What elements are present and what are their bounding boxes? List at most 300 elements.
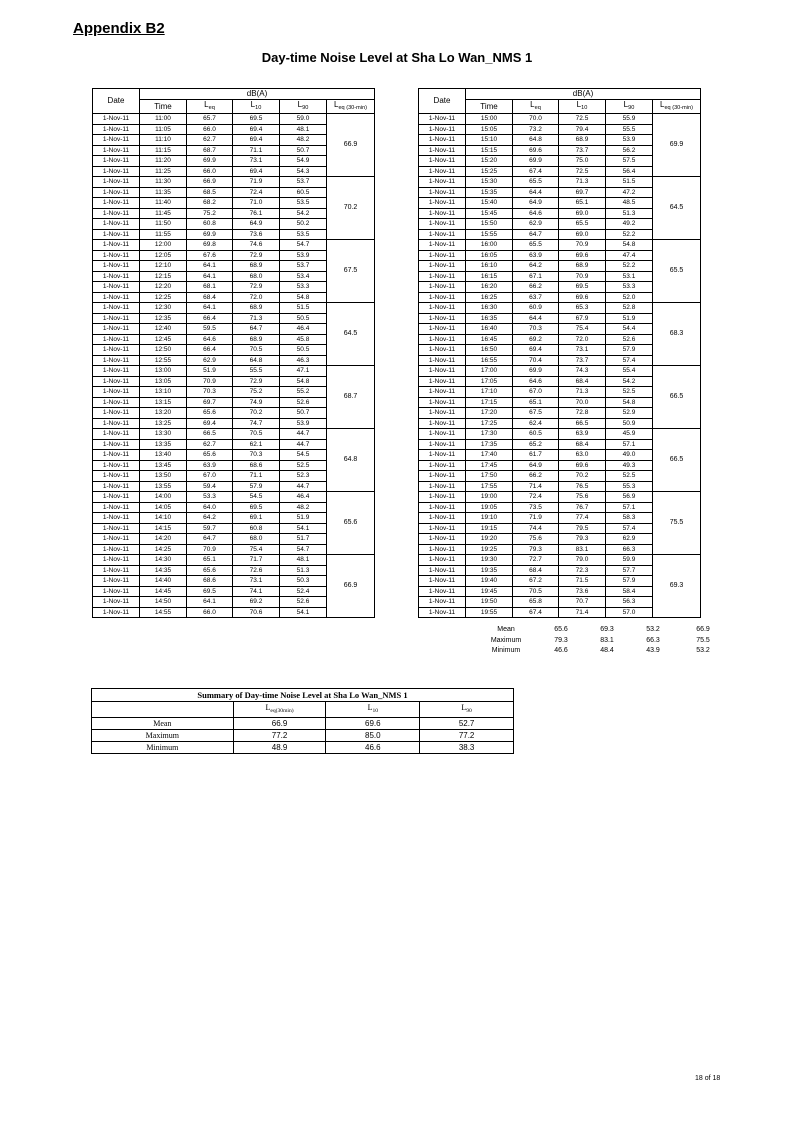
leq-cell: 69.6 <box>513 145 559 156</box>
date-cell: 1-Nov-11 <box>419 565 466 576</box>
l90-cell: 53.7 <box>280 261 327 272</box>
l90-cell: 52.4 <box>280 586 327 597</box>
l90-cell: 48.1 <box>280 555 327 566</box>
l90-cell: 55.2 <box>280 387 327 398</box>
l90-cell: 53.3 <box>606 282 653 293</box>
l10-cell: 72.3 <box>559 565 606 576</box>
time-cell: 12:50 <box>140 345 187 356</box>
time-cell: 13:45 <box>140 460 187 471</box>
l10-cell: 69.2 <box>233 597 280 608</box>
leq-cell: 64.2 <box>513 261 559 272</box>
time-cell: 11:15 <box>140 145 187 156</box>
leq-cell: 71.9 <box>513 513 559 524</box>
time-cell: 17:50 <box>466 471 513 482</box>
l10-cell: 74.6 <box>233 240 280 251</box>
leq-cell: 65.1 <box>187 555 233 566</box>
time-cell: 15:55 <box>466 229 513 240</box>
l90-cell: 52.6 <box>280 397 327 408</box>
date-cell: 1-Nov-11 <box>419 597 466 608</box>
date-cell: 1-Nov-11 <box>419 250 466 261</box>
leq-cell: 51.9 <box>187 366 233 377</box>
time-cell: 17:00 <box>466 366 513 377</box>
l90-cell: 53.9 <box>280 250 327 261</box>
date-cell: 1-Nov-11 <box>93 166 140 177</box>
l90-cell: 53.7 <box>280 177 327 188</box>
l90-cell: 54.2 <box>606 376 653 387</box>
leq-cell: 62.7 <box>187 135 233 146</box>
leq30-average-cell: 66.9 <box>327 114 375 177</box>
leq-cell: 64.1 <box>187 261 233 272</box>
leq-cell: 74.4 <box>513 523 559 534</box>
summary-row-mean: Mean 66.9 69.6 52.7 <box>92 718 514 730</box>
l10-cell: 73.6 <box>559 586 606 597</box>
leq-cell: 75.2 <box>187 208 233 219</box>
l90-cell: 54.8 <box>280 292 327 303</box>
date-cell: 1-Nov-11 <box>419 292 466 303</box>
l90-cell: 54.7 <box>280 544 327 555</box>
l90-cell: 52.8 <box>606 303 653 314</box>
summary-title: Summary of Day-time Noise Level at Sha Lo Wan_NMS 1 <box>92 689 514 702</box>
l90-cell: 53.9 <box>280 418 327 429</box>
l90-cell: 57.7 <box>606 565 653 576</box>
noise-table-right <box>418 88 701 618</box>
time-cell: 19:45 <box>466 586 513 597</box>
l90-cell: 57.0 <box>606 607 653 618</box>
time-cell: 11:00 <box>140 114 187 125</box>
l90-cell: 48.1 <box>280 124 327 135</box>
date-cell: 1-Nov-11 <box>419 418 466 429</box>
leq-cell: 66.0 <box>187 166 233 177</box>
l90-cell: 54.1 <box>280 607 327 618</box>
l90-cell: 52.3 <box>280 471 327 482</box>
leq-cell: 66.0 <box>187 124 233 135</box>
time-cell: 13:30 <box>140 429 187 440</box>
leq-cell: 73.2 <box>513 124 559 135</box>
time-cell: 16:15 <box>466 271 513 282</box>
date-cell: 1-Nov-11 <box>93 544 140 555</box>
stats-row-minimum: Minimum 46.6 48.4 43.9 53.2 <box>491 647 710 654</box>
leq-cell: 59.4 <box>187 481 233 492</box>
l90-cell: 54.7 <box>280 240 327 251</box>
l90-cell: 48.5 <box>606 198 653 209</box>
l10-cell: 69.5 <box>559 282 606 293</box>
time-cell: 19:05 <box>466 502 513 513</box>
leq-cell: 69.9 <box>513 156 559 167</box>
time-cell: 13:15 <box>140 397 187 408</box>
date-cell: 1-Nov-11 <box>419 450 466 461</box>
leq-cell: 64.1 <box>187 271 233 282</box>
date-cell: 1-Nov-11 <box>419 366 466 377</box>
date-cell: 1-Nov-11 <box>93 345 140 356</box>
l90-cell: 52.5 <box>280 460 327 471</box>
time-cell: 16:30 <box>466 303 513 314</box>
time-cell: 16:55 <box>466 355 513 366</box>
l10-cell: 75.2 <box>233 387 280 398</box>
leq-cell: 64.6 <box>187 334 233 345</box>
time-cell: 16:40 <box>466 324 513 335</box>
leq-cell: 69.4 <box>187 418 233 429</box>
l90-cell: 59.9 <box>606 555 653 566</box>
l90-cell: 53.3 <box>280 282 327 293</box>
l90-cell: 50.2 <box>280 219 327 230</box>
l10-cell: 71.3 <box>233 313 280 324</box>
time-cell: 13:25 <box>140 418 187 429</box>
leq-cell: 64.9 <box>513 460 559 471</box>
date-cell: 1-Nov-11 <box>93 450 140 461</box>
l10-cell: 74.9 <box>233 397 280 408</box>
l10-cell: 72.6 <box>233 565 280 576</box>
l10-cell: 73.1 <box>233 156 280 167</box>
leq30-average-cell: 65.6 <box>327 492 375 555</box>
date-cell: 1-Nov-11 <box>419 324 466 335</box>
time-cell: 17:55 <box>466 481 513 492</box>
l90-cell: 54.3 <box>280 166 327 177</box>
date-cell: 1-Nov-11 <box>93 187 140 198</box>
date-cell: 1-Nov-11 <box>93 439 140 450</box>
leq-cell: 66.2 <box>513 282 559 293</box>
time-cell: 15:40 <box>466 198 513 209</box>
date-cell: 1-Nov-11 <box>93 376 140 387</box>
leq30-average-cell: 66.9 <box>327 555 375 618</box>
l10-cell: 68.9 <box>559 261 606 272</box>
l90-cell: 53.5 <box>280 229 327 240</box>
header-l10: $L_{10}$ <box>233 100 280 114</box>
summary-row-minimum: Minimum 48.9 46.6 38.3 <box>92 742 514 754</box>
l90-cell: 51.7 <box>280 534 327 545</box>
l90-cell: 54.2 <box>280 208 327 219</box>
date-cell: 1-Nov-11 <box>93 198 140 209</box>
l90-cell: 50.5 <box>280 313 327 324</box>
l10-cell: 67.9 <box>559 313 606 324</box>
l10-cell: 72.8 <box>559 408 606 419</box>
l90-cell: 46.3 <box>280 355 327 366</box>
leq-cell: 69.9 <box>187 229 233 240</box>
date-cell: 1-Nov-11 <box>93 492 140 503</box>
l90-cell: 56.3 <box>606 597 653 608</box>
time-cell: 11:55 <box>140 229 187 240</box>
l90-cell: 57.1 <box>606 439 653 450</box>
l10-cell: 71.9 <box>233 177 280 188</box>
l10-cell: 77.4 <box>559 513 606 524</box>
l10-cell: 69.0 <box>559 229 606 240</box>
date-cell: 1-Nov-11 <box>419 523 466 534</box>
leq-cell: 66.5 <box>187 429 233 440</box>
date-cell: 1-Nov-11 <box>93 271 140 282</box>
time-cell: 11:50 <box>140 219 187 230</box>
time-cell: 13:35 <box>140 439 187 450</box>
l10-cell: 79.3 <box>559 534 606 545</box>
header-leq30: $L_{eq (30-min)}$ <box>653 100 701 114</box>
time-cell: 12:20 <box>140 282 187 293</box>
date-cell: 1-Nov-11 <box>419 513 466 524</box>
l90-cell: 51.5 <box>280 303 327 314</box>
leq30-average-cell: 64.5 <box>653 177 701 240</box>
l90-cell: 53.5 <box>280 198 327 209</box>
l90-cell: 45.8 <box>280 334 327 345</box>
table-row <box>419 429 701 440</box>
date-cell: 1-Nov-11 <box>419 534 466 545</box>
date-cell: 1-Nov-11 <box>93 124 140 135</box>
l10-cell: 57.9 <box>233 481 280 492</box>
date-cell: 1-Nov-11 <box>419 135 466 146</box>
time-cell: 14:00 <box>140 492 187 503</box>
l90-cell: 57.4 <box>606 355 653 366</box>
time-cell: 15:35 <box>466 187 513 198</box>
l10-cell: 68.4 <box>559 376 606 387</box>
l90-cell: 52.9 <box>606 408 653 419</box>
leq-cell: 66.2 <box>513 471 559 482</box>
l10-cell: 72.5 <box>559 166 606 177</box>
l10-cell: 72.0 <box>559 334 606 345</box>
date-cell: 1-Nov-11 <box>419 555 466 566</box>
table-row <box>419 366 701 377</box>
time-cell: 16:45 <box>466 334 513 345</box>
time-cell: 15:15 <box>466 145 513 156</box>
date-cell: 1-Nov-11 <box>93 460 140 471</box>
summary-table <box>91 688 514 754</box>
time-cell: 14:15 <box>140 523 187 534</box>
date-cell: 1-Nov-11 <box>419 586 466 597</box>
date-cell: 1-Nov-11 <box>93 565 140 576</box>
date-cell: 1-Nov-11 <box>419 145 466 156</box>
header-leq: $L_{eq}$ <box>187 100 233 114</box>
leq-cell: 70.3 <box>187 387 233 398</box>
l90-cell: 66.3 <box>606 544 653 555</box>
time-cell: 19:15 <box>466 523 513 534</box>
time-cell: 15:30 <box>466 177 513 188</box>
time-cell: 12:30 <box>140 303 187 314</box>
l10-cell: 71.4 <box>559 607 606 618</box>
table-row <box>419 114 701 125</box>
table-row <box>93 492 375 503</box>
l10-cell: 76.1 <box>233 208 280 219</box>
leq-cell: 68.1 <box>187 282 233 293</box>
date-cell: 1-Nov-11 <box>419 397 466 408</box>
leq-cell: 64.4 <box>513 313 559 324</box>
date-cell: 1-Nov-11 <box>419 439 466 450</box>
l10-cell: 71.7 <box>233 555 280 566</box>
leq-cell: 59.7 <box>187 523 233 534</box>
time-cell: 12:45 <box>140 334 187 345</box>
date-cell: 1-Nov-11 <box>93 145 140 156</box>
leq-cell: 67.6 <box>187 250 233 261</box>
time-cell: 17:20 <box>466 408 513 419</box>
l90-cell: 50.5 <box>280 345 327 356</box>
l90-cell: 46.4 <box>280 492 327 503</box>
date-cell: 1-Nov-11 <box>419 303 466 314</box>
table-row <box>93 114 375 125</box>
time-cell: 11:25 <box>140 166 187 177</box>
l10-cell: 54.5 <box>233 492 280 503</box>
leq-cell: 65.2 <box>513 439 559 450</box>
l10-cell: 75.4 <box>233 544 280 555</box>
time-cell: 15:45 <box>466 208 513 219</box>
leq30-average-cell: 70.2 <box>327 177 375 240</box>
leq-cell: 64.6 <box>513 208 559 219</box>
leq-cell: 67.2 <box>513 576 559 587</box>
l90-cell: 54.8 <box>606 397 653 408</box>
l10-cell: 70.2 <box>233 408 280 419</box>
l10-cell: 68.9 <box>233 261 280 272</box>
leq-cell: 65.5 <box>513 177 559 188</box>
date-cell: 1-Nov-11 <box>419 481 466 492</box>
time-cell: 17:40 <box>466 450 513 461</box>
l90-cell: 48.2 <box>280 135 327 146</box>
leq30-average-cell: 69.9 <box>653 114 701 177</box>
stats-row-maximum: Maximum 79.3 83.1 66.3 75.5 <box>490 636 710 644</box>
date-cell: 1-Nov-11 <box>419 166 466 177</box>
header-unit: dB(A) <box>140 89 375 100</box>
date-cell: 1-Nov-11 <box>419 334 466 345</box>
header-leq30: $L_{eq (30-min)}$ <box>327 100 375 114</box>
leq-cell: 65.6 <box>187 450 233 461</box>
l10-cell: 74.1 <box>233 586 280 597</box>
time-cell: 15:25 <box>466 166 513 177</box>
leq30-average-cell: 69.3 <box>653 555 701 618</box>
date-cell: 1-Nov-11 <box>419 124 466 135</box>
time-cell: 14:40 <box>140 576 187 587</box>
date-cell: 1-Nov-11 <box>419 492 466 503</box>
leq-cell: 64.9 <box>513 198 559 209</box>
leq-cell: 70.9 <box>187 544 233 555</box>
time-cell: 14:35 <box>140 565 187 576</box>
l90-cell: 44.7 <box>280 481 327 492</box>
leq-cell: 70.3 <box>513 324 559 335</box>
time-cell: 14:50 <box>140 597 187 608</box>
date-cell: 1-Nov-11 <box>419 177 466 188</box>
l10-cell: 71.5 <box>559 576 606 587</box>
l10-cell: 69.7 <box>559 187 606 198</box>
summary-row-maximum: Maximum 77.2 85.0 77.2 <box>92 730 514 742</box>
l10-cell: 71.1 <box>233 145 280 156</box>
leq-cell: 69.5 <box>187 586 233 597</box>
date-cell: 1-Nov-11 <box>419 261 466 272</box>
time-cell: 12:10 <box>140 261 187 272</box>
date-cell: 1-Nov-11 <box>93 156 140 167</box>
time-cell: 14:10 <box>140 513 187 524</box>
date-cell: 1-Nov-11 <box>419 313 466 324</box>
header-date: Date <box>419 89 466 114</box>
date-cell: 1-Nov-11 <box>419 198 466 209</box>
leq-cell: 70.9 <box>187 376 233 387</box>
l10-cell: 71.0 <box>233 198 280 209</box>
date-cell: 1-Nov-11 <box>419 460 466 471</box>
time-cell: 14:20 <box>140 534 187 545</box>
leq-cell: 65.1 <box>513 397 559 408</box>
leq-cell: 67.5 <box>513 408 559 419</box>
leq30-average-cell: 66.5 <box>653 429 701 492</box>
l10-cell: 68.9 <box>559 135 606 146</box>
leq-cell: 65.8 <box>513 597 559 608</box>
leq-cell: 70.4 <box>513 355 559 366</box>
leq30-average-cell: 68.7 <box>327 366 375 429</box>
stats-row-mean: Mean 65.6 69.3 53.2 66.9 <box>497 626 710 633</box>
time-cell: 13:50 <box>140 471 187 482</box>
date-cell: 1-Nov-11 <box>93 324 140 335</box>
l90-cell: 54.4 <box>606 324 653 335</box>
l90-cell: 57.9 <box>606 576 653 587</box>
date-cell: 1-Nov-11 <box>419 345 466 356</box>
l10-cell: 66.5 <box>559 418 606 429</box>
l10-cell: 65.1 <box>559 198 606 209</box>
table-row <box>93 429 375 440</box>
l90-cell: 56.9 <box>606 492 653 503</box>
leq-cell: 65.6 <box>187 565 233 576</box>
leq-cell: 73.5 <box>513 502 559 513</box>
time-cell: 15:10 <box>466 135 513 146</box>
l90-cell: 53.4 <box>280 271 327 282</box>
l10-cell: 62.1 <box>233 439 280 450</box>
l90-cell: 53.9 <box>606 135 653 146</box>
l10-cell: 76.7 <box>559 502 606 513</box>
date-cell: 1-Nov-11 <box>419 376 466 387</box>
table-row <box>93 555 375 566</box>
l10-cell: 55.5 <box>233 366 280 377</box>
leq-cell: 69.2 <box>513 334 559 345</box>
date-cell: 1-Nov-11 <box>93 597 140 608</box>
l10-cell: 75.0 <box>559 156 606 167</box>
l10-cell: 69.0 <box>559 208 606 219</box>
l90-cell: 59.0 <box>280 114 327 125</box>
l90-cell: 58.3 <box>606 513 653 524</box>
time-cell: 13:40 <box>140 450 187 461</box>
leq-cell: 67.1 <box>513 271 559 282</box>
date-cell: 1-Nov-11 <box>93 418 140 429</box>
leq-cell: 63.9 <box>187 460 233 471</box>
l10-cell: 69.5 <box>233 502 280 513</box>
l10-cell: 71.1 <box>233 471 280 482</box>
l10-cell: 65.5 <box>559 219 606 230</box>
l90-cell: 46.4 <box>280 324 327 335</box>
leq-cell: 64.4 <box>513 187 559 198</box>
time-cell: 16:00 <box>466 240 513 251</box>
table-row <box>419 303 701 314</box>
date-cell: 1-Nov-11 <box>93 282 140 293</box>
time-cell: 17:30 <box>466 429 513 440</box>
time-cell: 13:20 <box>140 408 187 419</box>
leq-cell: 62.4 <box>513 418 559 429</box>
time-cell: 19:55 <box>466 607 513 618</box>
header-time: Time <box>466 100 513 114</box>
l10-cell: 69.4 <box>233 166 280 177</box>
l10-cell: 68.0 <box>233 534 280 545</box>
leq-cell: 79.3 <box>513 544 559 555</box>
leq-cell: 65.6 <box>187 408 233 419</box>
time-cell: 19:10 <box>466 513 513 524</box>
time-cell: 17:45 <box>466 460 513 471</box>
l90-cell: 47.2 <box>606 187 653 198</box>
time-cell: 11:35 <box>140 187 187 198</box>
time-cell: 12:00 <box>140 240 187 251</box>
l10-cell: 75.6 <box>559 492 606 503</box>
leq-cell: 67.4 <box>513 607 559 618</box>
l10-cell: 69.6 <box>559 460 606 471</box>
l10-cell: 70.7 <box>559 597 606 608</box>
date-cell: 1-Nov-11 <box>419 544 466 555</box>
time-cell: 12:40 <box>140 324 187 335</box>
time-cell: 13:05 <box>140 376 187 387</box>
leq-cell: 60.8 <box>187 219 233 230</box>
date-cell: 1-Nov-11 <box>93 366 140 377</box>
time-cell: 17:25 <box>466 418 513 429</box>
leq-cell: 71.4 <box>513 481 559 492</box>
time-cell: 13:55 <box>140 481 187 492</box>
l10-cell: 70.9 <box>559 271 606 282</box>
l90-cell: 54.5 <box>280 450 327 461</box>
l10-cell: 69.4 <box>233 124 280 135</box>
summary-header-leq30: $L_{eq(30min)}$ <box>233 702 326 718</box>
l90-cell: 45.9 <box>606 429 653 440</box>
